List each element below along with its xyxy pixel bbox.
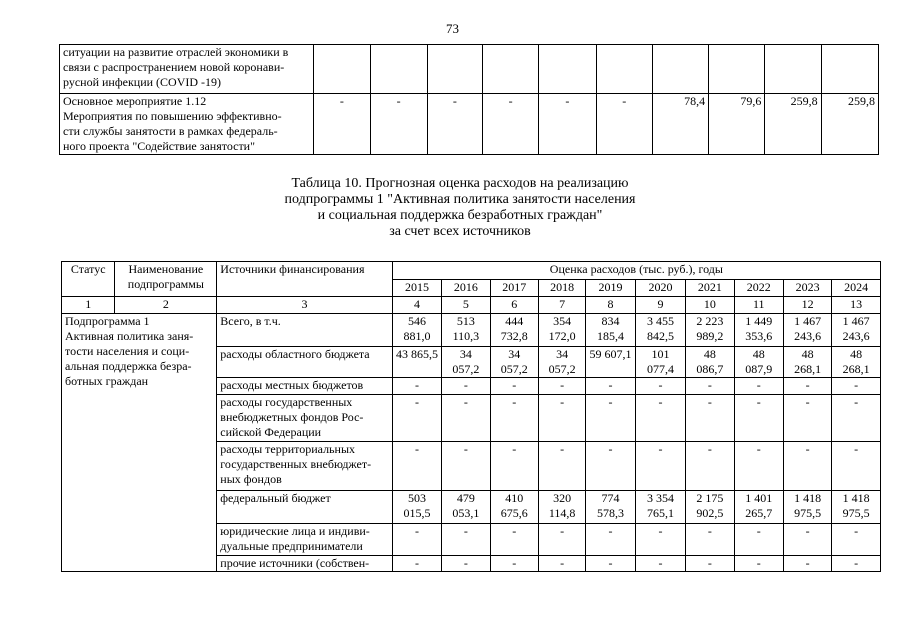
- column-number: 4: [392, 297, 441, 314]
- value-line: 057,2: [452, 362, 480, 376]
- value-cell: [392, 556, 441, 572]
- value-cell: [783, 524, 831, 556]
- value-cell: [442, 556, 490, 572]
- value-cell: [783, 378, 831, 395]
- value-cell: [783, 314, 831, 347]
- value-line: 015,5: [403, 506, 431, 520]
- value-cell: [538, 524, 585, 556]
- value-line: 353,6: [745, 329, 773, 343]
- value-line: -: [805, 395, 810, 409]
- value-cell: [635, 314, 685, 347]
- value-line: -: [512, 442, 517, 456]
- value-line: 34: [459, 347, 472, 361]
- value-cell: [832, 524, 881, 556]
- value-cell: [538, 378, 585, 395]
- funding-source: [217, 378, 392, 395]
- expenses-table: [61, 261, 881, 572]
- value-line: -: [414, 442, 419, 456]
- value-cell: [538, 395, 585, 442]
- column-number: 8: [586, 297, 635, 314]
- value-cell: [686, 347, 734, 378]
- value-cell: [442, 378, 490, 395]
- value-line: 087,9: [745, 362, 773, 376]
- value-line: 34: [508, 347, 521, 361]
- value-line: -: [414, 524, 419, 538]
- value-line: -: [608, 524, 613, 538]
- value-line: 1 418: [842, 491, 870, 505]
- column-number: 13: [832, 297, 881, 314]
- value-line: 842,5: [646, 329, 674, 343]
- value-line: 503: [407, 491, 426, 505]
- value-line: 34: [556, 347, 569, 361]
- column-number: 10: [686, 297, 734, 314]
- value-cell: 259,8: [821, 94, 878, 155]
- value-cell: [490, 347, 538, 378]
- subprogram-status: [62, 314, 217, 572]
- column-number: 2: [115, 297, 217, 314]
- header-name: Наименование подпрограммы: [115, 262, 217, 297]
- caption-line: за счет всех источников: [389, 224, 531, 239]
- value-line: -: [805, 524, 810, 538]
- caption-line: подпрограммы 1 "Активная политика занятости населения: [284, 192, 636, 207]
- value-cell: [832, 314, 881, 347]
- value-line: 881,0: [403, 329, 431, 343]
- text-line: ного проекта "Содействие занятости": [63, 139, 256, 153]
- value-line: 2 175: [696, 491, 724, 505]
- text-line: ботных граждан: [65, 374, 149, 388]
- value-line: -: [512, 378, 517, 392]
- value-line: 1 449: [745, 314, 773, 328]
- value-line: 172,0: [548, 329, 576, 343]
- value-line: -: [707, 395, 712, 409]
- funding-source: [217, 347, 392, 378]
- value-cell: [783, 442, 831, 491]
- value-line: 513: [456, 314, 475, 328]
- column-number: 6: [490, 297, 538, 314]
- value-line: -: [560, 524, 565, 538]
- value-line: -: [463, 378, 468, 392]
- value-cell: -: [483, 94, 539, 155]
- header-status: Статус: [62, 262, 115, 297]
- value-cell: [734, 347, 783, 378]
- value-cell: [490, 442, 538, 491]
- value-line: 3 354: [646, 491, 674, 505]
- value-cell: [586, 395, 635, 442]
- year-header: 2016: [442, 280, 490, 297]
- value-line: -: [512, 524, 517, 538]
- text-line: расходы местных бюджетов: [220, 378, 364, 392]
- value-line: 1 467: [842, 314, 870, 328]
- value-cell: [539, 45, 596, 94]
- value-cell: [734, 524, 783, 556]
- value-cell: [596, 45, 652, 94]
- value-cell: [734, 556, 783, 572]
- value-cell: [538, 556, 585, 572]
- funding-source: [217, 556, 392, 572]
- caption-line: и социальная поддержка безработных граждан": [317, 208, 603, 223]
- value-cell: [734, 442, 783, 491]
- value-cell: [783, 556, 831, 572]
- funding-source: [217, 442, 392, 491]
- value-line: -: [608, 442, 613, 456]
- value-line: -: [414, 556, 419, 570]
- value-line: 444: [505, 314, 524, 328]
- value-line: 479: [456, 491, 475, 505]
- value-line: 546: [407, 314, 426, 328]
- value-cell: [635, 395, 685, 442]
- table-row: [60, 94, 879, 155]
- value-cell: [586, 524, 635, 556]
- value-cell: [686, 395, 734, 442]
- text-line: ситуации на развитие отраслей экономики в: [63, 45, 289, 59]
- value-cell: [392, 491, 441, 524]
- value-line: -: [707, 378, 712, 392]
- value-cell: [765, 45, 821, 94]
- value-cell: [734, 378, 783, 395]
- funding-source: [217, 524, 392, 556]
- text-line: сти службы занятости в рамках федераль-: [63, 124, 278, 138]
- text-line: связи с распространением новой коронави-: [63, 60, 285, 74]
- funding-source: [217, 395, 392, 442]
- column-number: 5: [442, 297, 490, 314]
- value-line: -: [805, 556, 810, 570]
- value-cell: [832, 442, 881, 491]
- column-number: 11: [734, 297, 783, 314]
- value-cell: -: [370, 94, 427, 155]
- value-line: 732,8: [500, 329, 528, 343]
- column-number: 1: [62, 297, 115, 314]
- value-line: 086,7: [696, 362, 724, 376]
- value-line: 48: [703, 347, 716, 361]
- value-cell: [832, 491, 881, 524]
- value-cell: [783, 395, 831, 442]
- value-line: 268,1: [794, 362, 822, 376]
- value-cell: [832, 556, 881, 572]
- value-line: -: [805, 378, 810, 392]
- year-header: 2020: [635, 280, 685, 297]
- text-line: Активная политика заня-: [65, 329, 194, 343]
- value-cell: [686, 314, 734, 347]
- value-line: 43 865,5: [395, 347, 438, 361]
- value-line: 989,2: [696, 329, 724, 343]
- value-cell: [686, 556, 734, 572]
- value-cell: [821, 45, 878, 94]
- value-line: -: [560, 556, 565, 570]
- value-cell: [734, 314, 783, 347]
- value-cell: 79,6: [709, 94, 765, 155]
- value-line: 354: [553, 314, 572, 328]
- value-line: 675,6: [500, 506, 528, 520]
- value-cell: [538, 347, 585, 378]
- activity-description: [60, 45, 314, 94]
- value-cell: [586, 314, 635, 347]
- text-line: Основное мероприятие 1.12: [63, 94, 207, 108]
- value-line: 48: [801, 347, 814, 361]
- value-line: 077,4: [646, 362, 674, 376]
- value-line: 268,1: [842, 362, 870, 376]
- value-line: -: [707, 556, 712, 570]
- value-line: -: [854, 395, 859, 409]
- value-cell: [392, 347, 441, 378]
- value-line: 774: [601, 491, 620, 505]
- value-cell: [734, 491, 783, 524]
- value-line: -: [560, 395, 565, 409]
- table-row: [60, 45, 879, 94]
- value-cell: 259,8: [765, 94, 821, 155]
- value-line: -: [854, 556, 859, 570]
- value-line: 1 401: [745, 491, 773, 505]
- text-line: Всего, в т.ч.: [220, 314, 281, 328]
- value-cell: [635, 556, 685, 572]
- text-line: дуальные предприниматели: [220, 539, 363, 553]
- value-line: -: [756, 524, 761, 538]
- value-line: -: [463, 556, 468, 570]
- text-line: федеральный бюджет: [220, 491, 331, 505]
- value-cell: [392, 442, 441, 491]
- text-line: тости населения и соци-: [65, 344, 190, 358]
- value-cell: [783, 491, 831, 524]
- year-header: 2018: [538, 280, 585, 297]
- value-line: -: [608, 556, 613, 570]
- value-line: 053,1: [452, 506, 480, 520]
- value-cell: [586, 556, 635, 572]
- value-line: -: [560, 378, 565, 392]
- table-row: [62, 314, 881, 347]
- value-cell: [392, 378, 441, 395]
- value-line: 101: [651, 347, 670, 361]
- value-cell: [686, 378, 734, 395]
- value-line: -: [756, 556, 761, 570]
- column-number: 9: [635, 297, 685, 314]
- value-line: 1 418: [794, 491, 822, 505]
- text-line: расходы территориальных: [220, 442, 356, 456]
- value-cell: [686, 491, 734, 524]
- value-cell: [442, 442, 490, 491]
- value-line: -: [414, 395, 419, 409]
- value-line: 243,6: [794, 329, 822, 343]
- value-cell: [832, 347, 881, 378]
- value-cell: [832, 395, 881, 442]
- value-line: 59 607,1: [589, 347, 632, 361]
- value-cell: [635, 442, 685, 491]
- value-cell: [538, 314, 585, 347]
- value-line: -: [756, 378, 761, 392]
- value-cell: [392, 314, 441, 347]
- value-cell: [635, 347, 685, 378]
- value-cell: [370, 45, 427, 94]
- year-header: 2024: [832, 280, 881, 297]
- value-line: -: [707, 442, 712, 456]
- continuation-table: [59, 44, 879, 155]
- year-header: 2023: [783, 280, 831, 297]
- value-cell: [314, 45, 370, 94]
- value-cell: -: [539, 94, 596, 155]
- column-number: 12: [783, 297, 831, 314]
- value-cell: [490, 491, 538, 524]
- value-line: -: [756, 395, 761, 409]
- value-cell: [392, 395, 441, 442]
- value-cell: -: [427, 94, 482, 155]
- header-estimate: Оценка расходов (тыс. руб.), годы: [392, 262, 880, 280]
- text-line: внебюджетных фондов Рос-: [220, 410, 364, 424]
- value-line: -: [658, 524, 663, 538]
- value-line: -: [707, 524, 712, 538]
- table-caption: [200, 176, 720, 240]
- value-line: -: [854, 378, 859, 392]
- value-line: 765,1: [646, 506, 674, 520]
- value-line: 057,2: [548, 362, 576, 376]
- value-cell: [490, 556, 538, 572]
- value-cell: [734, 395, 783, 442]
- funding-source: [217, 314, 392, 347]
- value-line: -: [463, 524, 468, 538]
- year-header: 2019: [586, 280, 635, 297]
- value-cell: [635, 378, 685, 395]
- header-sources: Источники финансирования: [217, 262, 392, 297]
- text-line: альная поддержка безра-: [65, 359, 192, 373]
- value-line: -: [512, 556, 517, 570]
- value-cell: [586, 442, 635, 491]
- value-cell: [686, 442, 734, 491]
- value-line: 2 223: [696, 314, 724, 328]
- text-line: Мероприятия по повышению эффективно-: [63, 109, 282, 123]
- value-line: 410: [505, 491, 524, 505]
- value-line: -: [658, 378, 663, 392]
- value-cell: [586, 347, 635, 378]
- value-cell: [442, 314, 490, 347]
- value-cell: [392, 524, 441, 556]
- value-line: 1 467: [794, 314, 822, 328]
- value-cell: [490, 524, 538, 556]
- value-cell: [586, 491, 635, 524]
- page-number: 73: [446, 21, 459, 36]
- value-line: -: [560, 442, 565, 456]
- year-header: 2021: [686, 280, 734, 297]
- value-cell: [490, 378, 538, 395]
- value-cell: [635, 524, 685, 556]
- text-line: государственных внебюджет-: [220, 457, 372, 471]
- value-line: 48: [850, 347, 863, 361]
- value-line: -: [658, 442, 663, 456]
- value-line: 834: [601, 314, 620, 328]
- value-cell: -: [596, 94, 652, 155]
- value-cell: [586, 378, 635, 395]
- value-line: -: [658, 395, 663, 409]
- text-line: сийской Федерации: [220, 425, 322, 439]
- year-header: 2017: [490, 280, 538, 297]
- value-cell: [490, 395, 538, 442]
- value-cell: [427, 45, 482, 94]
- funding-source: [217, 491, 392, 524]
- value-line: 320: [553, 491, 572, 505]
- value-line: 975,5: [842, 506, 870, 520]
- text-line: юридические лица и индиви-: [220, 524, 370, 538]
- year-header: 2015: [392, 280, 441, 297]
- value-line: 578,3: [597, 506, 625, 520]
- value-cell: [652, 45, 708, 94]
- value-cell: -: [314, 94, 370, 155]
- value-line: -: [463, 442, 468, 456]
- text-line: русной инфекции (COVID -19): [63, 75, 222, 89]
- value-line: 243,6: [842, 329, 870, 343]
- value-line: 110,3: [452, 329, 480, 343]
- value-line: -: [414, 378, 419, 392]
- text-line: Подпрограмма 1: [65, 314, 150, 328]
- value-cell: [442, 347, 490, 378]
- value-line: -: [756, 442, 761, 456]
- value-line: 114,8: [548, 506, 576, 520]
- value-cell: [442, 491, 490, 524]
- value-line: 3 455: [646, 314, 674, 328]
- value-line: -: [512, 395, 517, 409]
- activity-description: [60, 94, 314, 155]
- value-line: 057,2: [500, 362, 528, 376]
- value-cell: [538, 491, 585, 524]
- column-number: 7: [538, 297, 585, 314]
- text-line: прочие источники (собствен-: [220, 556, 370, 570]
- text-line: расходы областного бюджета: [220, 347, 370, 361]
- value-line: 902,5: [696, 506, 724, 520]
- value-line: -: [608, 378, 613, 392]
- value-line: -: [854, 442, 859, 456]
- value-cell: [783, 347, 831, 378]
- value-line: 975,5: [794, 506, 822, 520]
- value-cell: [635, 491, 685, 524]
- value-cell: [538, 442, 585, 491]
- text-line: ных фондов: [220, 472, 282, 486]
- value-cell: [442, 395, 490, 442]
- year-header: 2022: [734, 280, 783, 297]
- caption-line: Таблица 10. Прогнозная оценка расходов на реализацию: [291, 176, 629, 191]
- value-line: 265,7: [745, 506, 773, 520]
- value-cell: [709, 45, 765, 94]
- text-line: расходы государственных: [220, 395, 353, 409]
- column-number: 3: [217, 297, 392, 314]
- value-line: 185,4: [597, 329, 625, 343]
- value-line: -: [854, 524, 859, 538]
- value-line: -: [608, 395, 613, 409]
- value-cell: [483, 45, 539, 94]
- value-cell: [686, 524, 734, 556]
- value-cell: [442, 524, 490, 556]
- value-cell: 78,4: [652, 94, 708, 155]
- value-line: -: [463, 395, 468, 409]
- value-line: -: [658, 556, 663, 570]
- value-line: -: [805, 442, 810, 456]
- value-line: 48: [752, 347, 765, 361]
- value-cell: [490, 314, 538, 347]
- value-cell: [832, 378, 881, 395]
